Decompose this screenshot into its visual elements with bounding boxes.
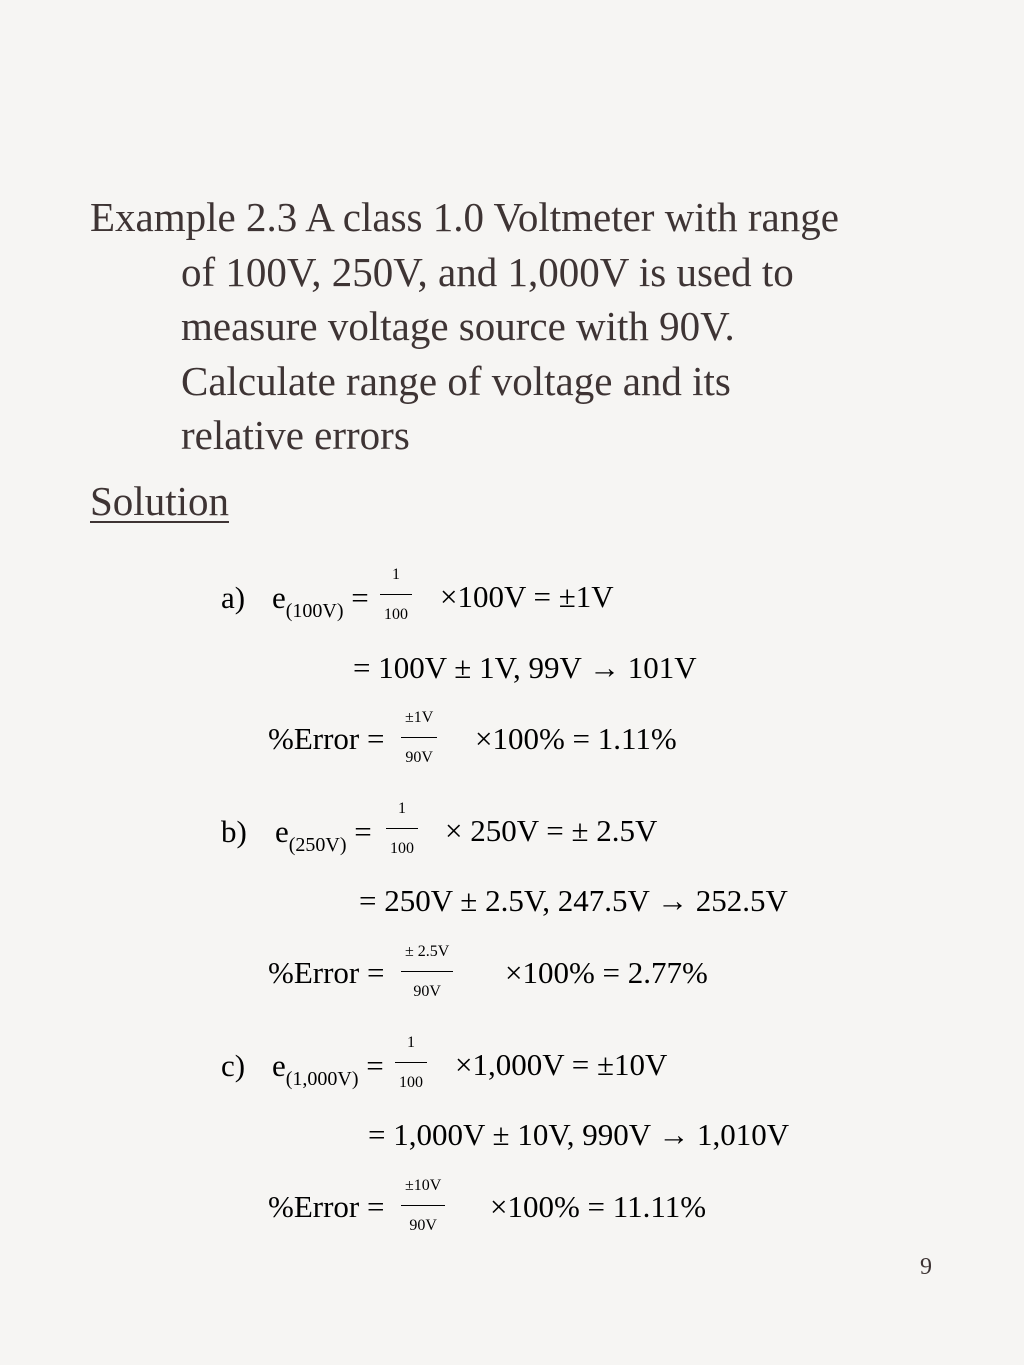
- fraction: 1 100: [386, 793, 418, 864]
- range-line: = 100V ± 1V, 99V → 101V: [353, 650, 697, 685]
- percent-error-label: %Error =: [268, 955, 385, 990]
- problem-line: relative errors: [181, 412, 410, 458]
- percent-error-label: %Error =: [268, 721, 385, 756]
- error-result: ×100V = ±1V: [440, 579, 614, 614]
- fraction: ±1V 90V: [401, 702, 437, 773]
- error-result: ×1,000V = ±10V: [455, 1047, 668, 1082]
- error-expression: $e_{(100V)}$ =: [272, 580, 369, 622]
- error-result: × 250V = ± 2.5V: [445, 813, 658, 848]
- fraction: 1 100: [395, 1027, 427, 1098]
- part-label: b): [221, 814, 247, 849]
- problem-line: Calculate range of voltage and its: [181, 357, 731, 404]
- range-line: = 1,000V ± 10V, 990V → 1,010V: [368, 1117, 790, 1152]
- problem-line: of 100V, 250V, and 1,000V is used to: [181, 248, 794, 295]
- problem-line: Example 2.3 A class 1.0 Voltmeter with range: [90, 194, 839, 240]
- fraction: ±10V 90V: [401, 1170, 445, 1241]
- part-label: a): [221, 580, 246, 615]
- solution-heading: Solution: [90, 478, 229, 524]
- percent-error-result: ×100% = 11.11%: [490, 1189, 707, 1224]
- percent-error-result: ×100% = 2.77%: [505, 955, 708, 990]
- percent-error-result: ×100% = 1.11%: [475, 721, 677, 756]
- error-expression: $e_{(1,000V)}$ =: [272, 1048, 384, 1090]
- percent-error-label: %Error =: [268, 1189, 385, 1224]
- problem-statement: [90, 190, 950, 463]
- fraction: 1 100: [380, 559, 412, 630]
- part-label: c): [221, 1048, 246, 1083]
- page-number: 9: [920, 1254, 932, 1280]
- fraction: ± 2.5V 90V: [401, 936, 453, 1007]
- error-expression: $e_{(250V)}$ =: [275, 814, 372, 856]
- problem-line: measure voltage source with 90V.: [181, 303, 735, 349]
- range-line: = 250V ± 2.5V, 247.5V → 252.5V: [359, 883, 788, 918]
